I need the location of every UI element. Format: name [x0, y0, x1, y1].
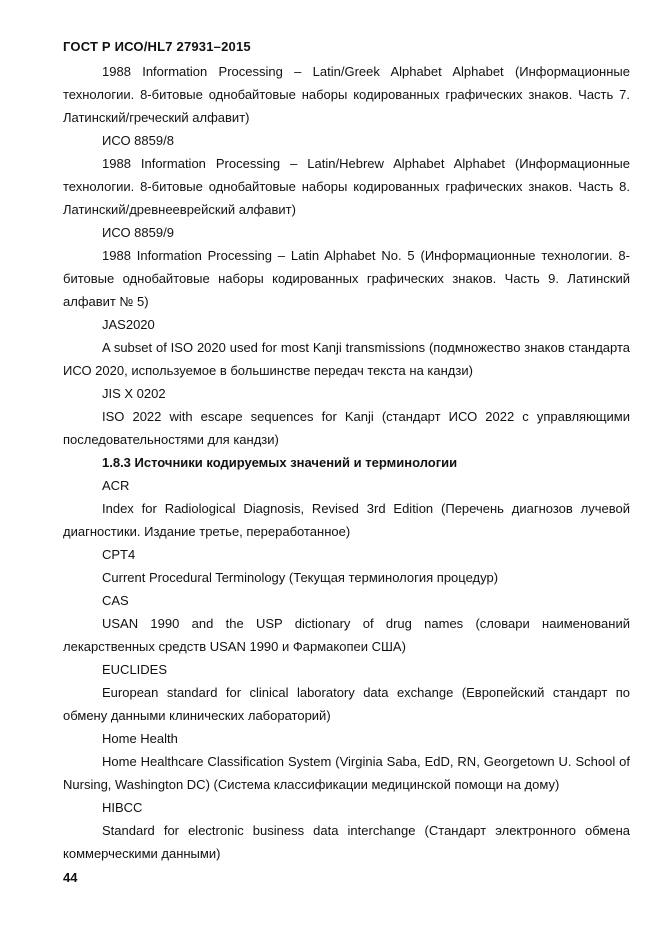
paragraph-term: EUCLIDES: [102, 662, 168, 677]
document-header: ГОСТ Р ИСО/HL7 27931–2015: [63, 39, 251, 54]
paragraph-description: USAN 1990 and the USP dictionary of drug names (словари наименований лекарственных средств USAN 1990 и Фармакопеи США): [63, 616, 630, 654]
paragraph-description: Home Healthcare Classification System (Virginia Saba, EdD, RN, Georgetown U. School of Nursing, Washington DC) (Система классификации медицинской помощи на дому): [63, 754, 630, 792]
page-number: 44: [63, 870, 78, 885]
paragraph-description: A subset of ISO 2020 used for most Kanji transmissions (подмножество знаков стандарта ИСО 2020, используемое в большинстве передач текста на кандзи): [63, 340, 630, 378]
document-body: [63, 60, 630, 865]
paragraph-term: JAS2020: [102, 317, 155, 332]
paragraph-description: ISO 2022 with escape sequences for Kanji (стандарт ИСО 2022 с управляющими последовательностями для кандзи): [63, 409, 630, 447]
paragraph-term: CPT4: [102, 547, 136, 562]
paragraph-term: Home Health: [102, 731, 178, 746]
paragraph-description: 1988 Information Processing – Latin/Greek Alphabet Alphabet (Информационные технологии. 8-битовые однобайтовые наборы кодированных графических знаков. Часть 7. Латинский/греческий алфавит): [63, 64, 630, 125]
paragraph-description: Standard for electronic business data interchange (Стандарт электронного обмена коммерческими данными): [63, 823, 630, 861]
paragraph-description: Index for Radiological Diagnosis, Revised 3rd Edition (Перечень диагнозов лучевой диагностики. Издание третье, переработанное): [63, 501, 630, 539]
paragraph-term: ACR: [102, 478, 130, 493]
paragraph-description: 1988 Information Processing – Latin/Hebrew Alphabet Alphabet (Информационные технологии. 8-битовые однобайтовые наборы кодированных графических знаков. Часть 8. Латинский/древнееврейский алфавит): [63, 156, 630, 217]
paragraph-description: 1988 Information Processing – Latin Alphabet No. 5 (Информационные технологии. 8-битовые однобайтовые наборы кодированных графических знаков. Часть 9. Латинский алфавит № 5): [63, 248, 630, 309]
paragraph-term: JIS X 0202: [102, 386, 166, 401]
paragraph-term: HIBCC: [102, 800, 143, 815]
paragraph-term: ИСО 8859/9: [102, 225, 174, 240]
paragraph-term: CAS: [102, 593, 129, 608]
paragraph-term: ИСО 8859/8: [102, 133, 174, 148]
paragraph-description: European standard for clinical laboratory data exchange (Европейский стандарт по обмену данными клинических лабораторий): [63, 685, 630, 723]
section-heading: 1.8.3 Источники кодируемых значений и терминологии: [102, 455, 458, 470]
paragraph-description: Current Procedural Terminology (Текущая терминология процедур): [102, 570, 499, 585]
